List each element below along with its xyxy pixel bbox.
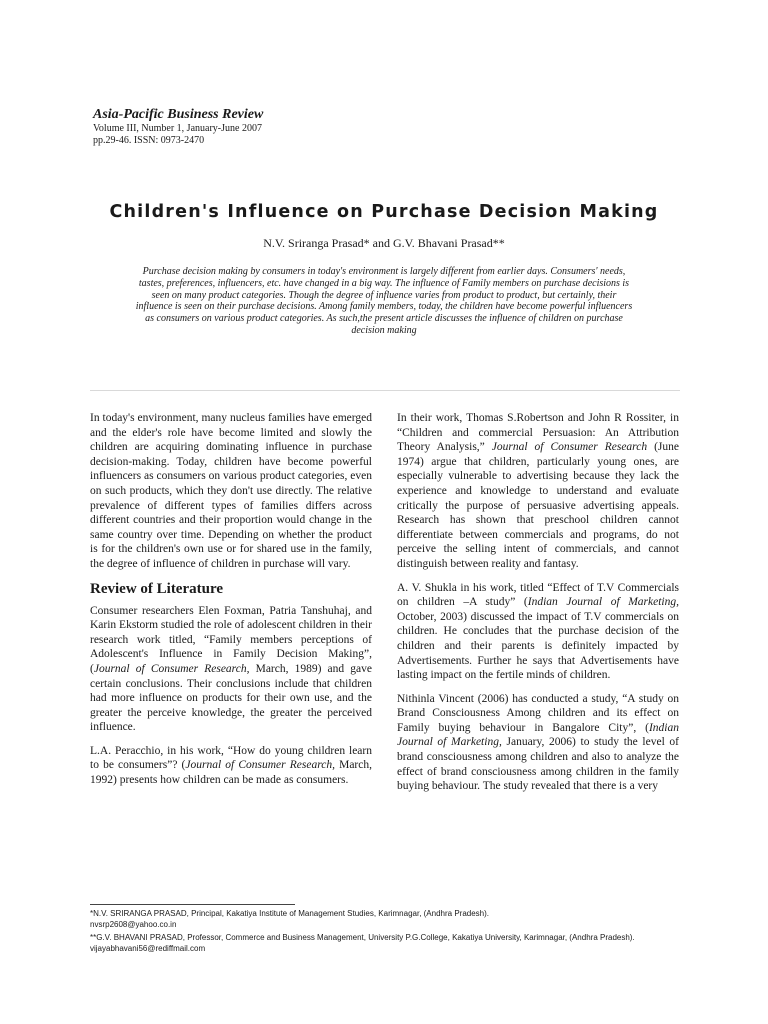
paragraph-text: Nithinla Vincent (2006) has conducted a study, “A study on Brand Consciousness Among children and its effect on Family buying behaviour in Bangalore City”, ( — [397, 692, 679, 734]
article-abstract: Purchase decision making by consumers in today's environment is largely different from earlier days. Consumers' needs, tastes, preferences, influencers, etc. have changed in a big way. The influence of Family members on purchase decisions is seen on many product categories. Though the degree of influence varies from product to product, but certainly, their influence is seen on their purchase decisions. Among family members, today, the children have become powerful influencers as consumers on various product categories. As such,the present article discusses the influence of children on purchase decision making — [135, 266, 633, 336]
footnote-author-1-affiliation: *N.V. SRIRANGA PRASAD, Principal, Kakatiya Institute of Management Studies, Karimnagar, (Andhra Pradesh). — [90, 909, 490, 918]
article-authors: N.V. Sriranga Prasad* and G.V. Bhavani Prasad** — [263, 236, 505, 250]
footnote-author-2-affiliation: **G.V. BHAVANI PRASAD, Professor, Commerce and Business Management, University P.G.College, Kakatiya University, Karimnagar, (Andhra Pradesh). — [90, 933, 635, 942]
paragraph-text: (June 1974) argue that children, particularly young ones, are especially vulnerable to advertising because they lack the experience and knowledge to understand and evaluate critically the purpose of persuasive advertising appeals. Research has shown that preschool children cannot differentiate between commercials and programs, do not perceive the selling intent of commercials, and cannot distinguish between reality and fantasy. — [397, 441, 679, 570]
paragraph-text: October, 2003) discussed the impact of T.V commercials on children. He concludes that the purchase decision of the children and their parents is definitely impacted by Advertisements. Further he says that Advertisements have lasting impact on the fertile minds of children. — [397, 610, 679, 682]
paragraph-text: January, 2006) to study the level of brand consciousness among children and also to analyze the effect of brand consciousness among children in the family buying behaviour. The study revealed that there is a very — [397, 736, 679, 793]
paragraph-peracchio — [90, 744, 372, 788]
intro-paragraph: In today's environment, many nucleus families have emerged and the elder's role have become limited and slowly the children are acquiring dominating influence in purchase decision-making. Today, children have become powerful influencers as consumers on various product categories, even on such products, which they don't use directly. The relative prevalence of different types of families differs across different countries and their proportion would change in the same country over time. Depending on whether the product is for the children's own use or for shared use in the family, the degree of influence of children in purchase will vary. — [90, 412, 372, 570]
journal-citation: Indian Journal of Marketing, — [527, 596, 679, 609]
footnote-author-2-email: vijayabhavani56@rediffmail.com — [90, 943, 206, 953]
paragraph-vincent — [397, 692, 679, 794]
footnote-author-2 — [90, 933, 690, 954]
journal-citation: Journal of Consumer Research, — [185, 759, 335, 772]
journal-citation: Journal of Consumer Research — [491, 441, 648, 454]
paragraph-text: A. V. Shukla in his work, titled “Effect of T.V Commercials on children –A study” ( — [397, 581, 679, 609]
paragraph-text: L.A. Peracchio, in his work, “How do young children learn to be consumers”? ( — [90, 744, 372, 772]
left-column — [90, 411, 372, 788]
paragraph-text: In their work, Thomas S.Robertson and John R Rossiter, in “Children and commercial Persuasion: An Attribution Theory Analysis,” — [397, 412, 679, 454]
footnote-author-1-email: nvsrp2608@yahoo.co.in — [90, 919, 177, 929]
journal-pages-issn: pp.29-46. ISSN: 0973-2470 — [93, 135, 205, 146]
paragraph-robertson — [397, 411, 679, 572]
journal-name: Asia-Pacific Business Review — [93, 107, 264, 122]
abstract-divider — [90, 390, 680, 391]
paragraph-text: March, 1989) and gave certain conclusions. Their conclusions include that children had more influence on products for their own use, and the greater the perceive knowledge, the greater the perceived influence. — [90, 662, 372, 734]
journal-header — [93, 106, 493, 147]
article-title: Children's Influence on Purchase Decision Making — [109, 202, 659, 222]
footnotes — [90, 909, 690, 954]
paragraph-foxman — [90, 604, 372, 735]
paragraph-shukla — [397, 581, 679, 683]
section-heading-review: Review of Literature — [90, 580, 224, 597]
paragraph-text: March, 1992) presents how children can be made as consumers. — [90, 759, 372, 787]
journal-citation: Indian Journal of Marketing, — [397, 721, 679, 749]
journal-volume: Volume III, Number 1, January-June 2007 — [93, 123, 262, 134]
footnote-author-1 — [90, 909, 690, 930]
journal-citation: Journal of Consumer Research, — [93, 662, 250, 675]
paragraph-text: Consumer researchers Elen Foxman, Patria Tanshuhaj, and Karin Ekstorm studied the role of adolescent children in their research work titled, “Family members perceptions of Adolescent's Influence in Family Decision Making”, ( — [90, 604, 372, 675]
footnote-divider — [90, 904, 295, 905]
right-column — [397, 411, 679, 794]
